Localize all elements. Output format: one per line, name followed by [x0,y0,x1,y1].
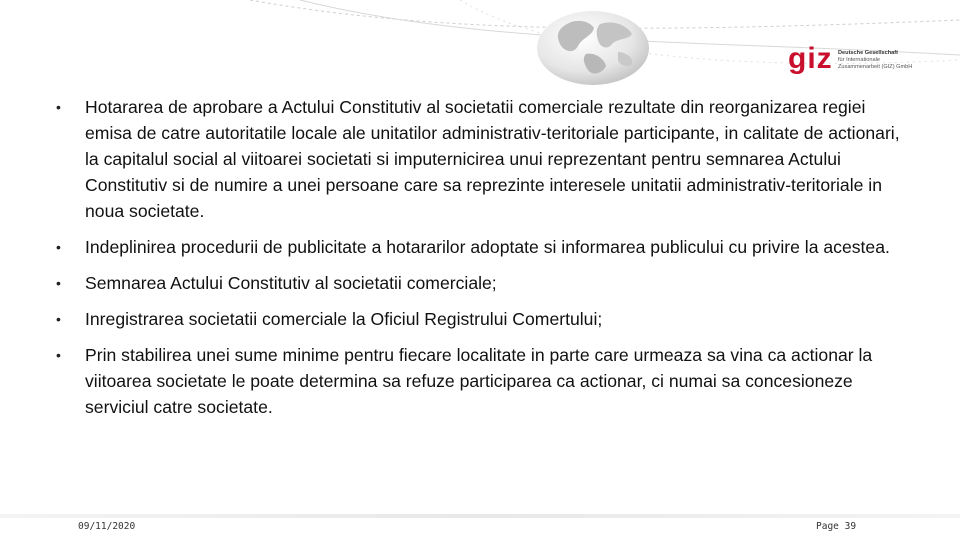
list-item [52,306,902,332]
giz-logo [788,44,938,78]
list-item [52,234,902,260]
logo-line-2: für Internationale [838,57,880,63]
footer-date: 09/11/2020 [78,521,136,532]
bullet-glyph: • [56,311,61,327]
list-item-text: Hotararea de aprobare a Actului Constitutiv al societatii comerciale rezultate din reorganizarea regiei emisa de catre autoritatile locale ale unitatilor administrativ-teritoriale participante, in calitate de actionari, la capitalul social al viitoarei societati si imputernicirea unui reprezentant pentru semnarea Actului Constitutiv si de numire a unei persoane care sa reprezinte interesele unitatii administrativ-teritoriale in noua societate. [85,97,900,221]
list-item-text: Prin stabilirea unei sume minime pentru fiecare localitate in parte care urmeaza sa vina ca actionar la viitoarea societate le poate determina sa refuze participarea ca actionar, ci numai sa concesioneze serviciul catre societate. [85,345,873,417]
list-item [52,94,902,224]
list-item-text: Indeplinirea procedurii de publicitate a hotararilor adoptate si informarea publicului cu privire la acestea. [85,237,890,257]
list-item-text: Semnarea Actului Constitutiv al societatii comerciale; [85,273,497,293]
bullet-glyph: • [56,347,61,363]
logo-line-3: Zusammenarbeit (GIZ) GmbH [838,64,913,70]
logo-line-1: Deutsche Gesellschaft [838,50,899,56]
bullet-glyph: • [56,275,61,291]
footer-page-number: Page 39 [816,521,857,532]
list-item [52,270,902,296]
globe-icon [534,8,652,88]
logo-subtitle [838,50,938,71]
bullet-glyph: • [56,99,61,115]
list-item [52,342,902,420]
bullet-glyph: • [56,239,61,255]
bullet-list [52,94,902,430]
footer-divider [0,514,960,518]
logo-mark: giz [788,42,833,75]
list-item-text: Inregistrarea societatii comerciale la Oficiul Registrului Comertului; [85,309,603,329]
